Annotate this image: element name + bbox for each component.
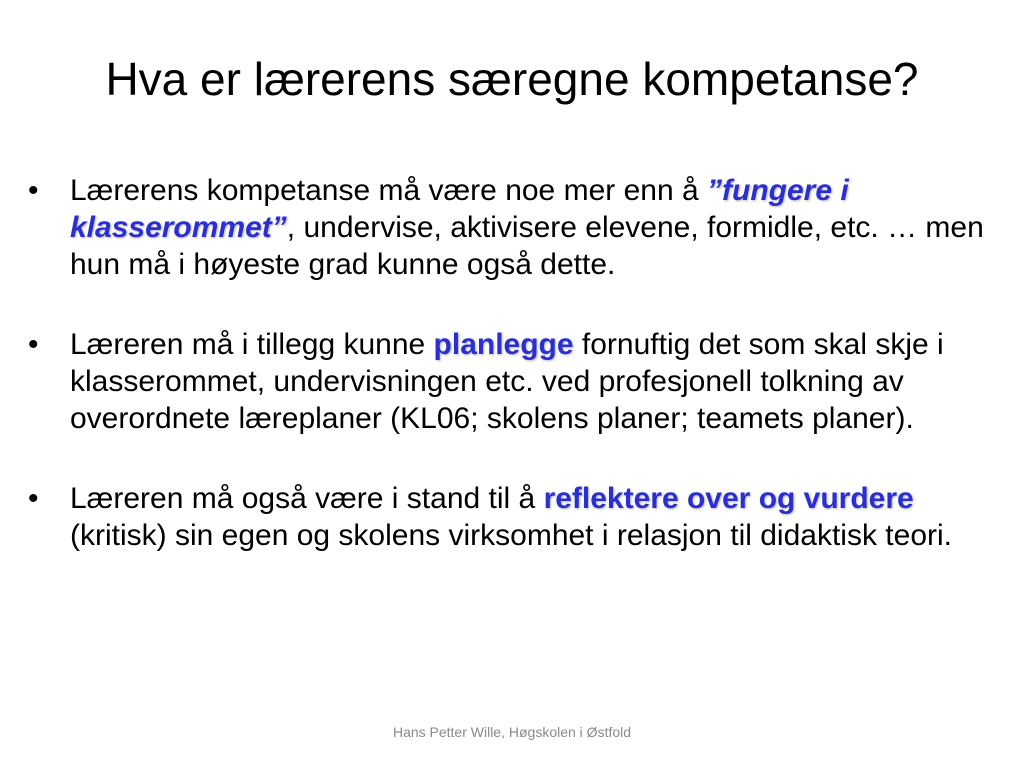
bullet-text: , undervise, aktivisere elevene, formidle, etc. … men hun må i høyeste grad kunne også dette. — [70, 211, 984, 281]
bullet-text: Læreren må også være i stand til å — [70, 482, 544, 515]
bullet-text: Læreren må i tillegg kunne — [70, 328, 434, 361]
bullet-item-competence — [26, 172, 998, 283]
bullet-item-planning — [26, 326, 998, 437]
bullet-text: Lærerens kompetanse må være noe mer enn å — [70, 174, 707, 207]
bullet-highlight: planlegge — [433, 328, 574, 361]
bullet-text: (kritisk) sin egen og skolens virksomhet i relasjon til didaktisk teori. — [70, 519, 952, 552]
bullet-dot-icon: • — [28, 328, 39, 361]
slide-title: Hva er lærerens særegne kompetanse? — [105, 53, 919, 105]
bullet-dot-icon: • — [28, 482, 39, 515]
bullet-text: fornuftig det som skal skje i klasserommet, undervisningen etc. ved profesjonell tolkning av overordnete læreplaner (KL06; skolens planer; teamets planer). — [70, 328, 944, 435]
slide-footer: Hans Petter Wille, Høgskolen i Østfold — [392, 724, 632, 740]
bullet-list — [26, 172, 998, 597]
bullet-item-reflection — [26, 480, 998, 554]
bullet-highlight: ”fungere i klasserommet” — [70, 174, 849, 244]
bullet-dot-icon: • — [28, 174, 39, 207]
bullet-highlight: reflektere over og vurdere — [543, 482, 914, 515]
